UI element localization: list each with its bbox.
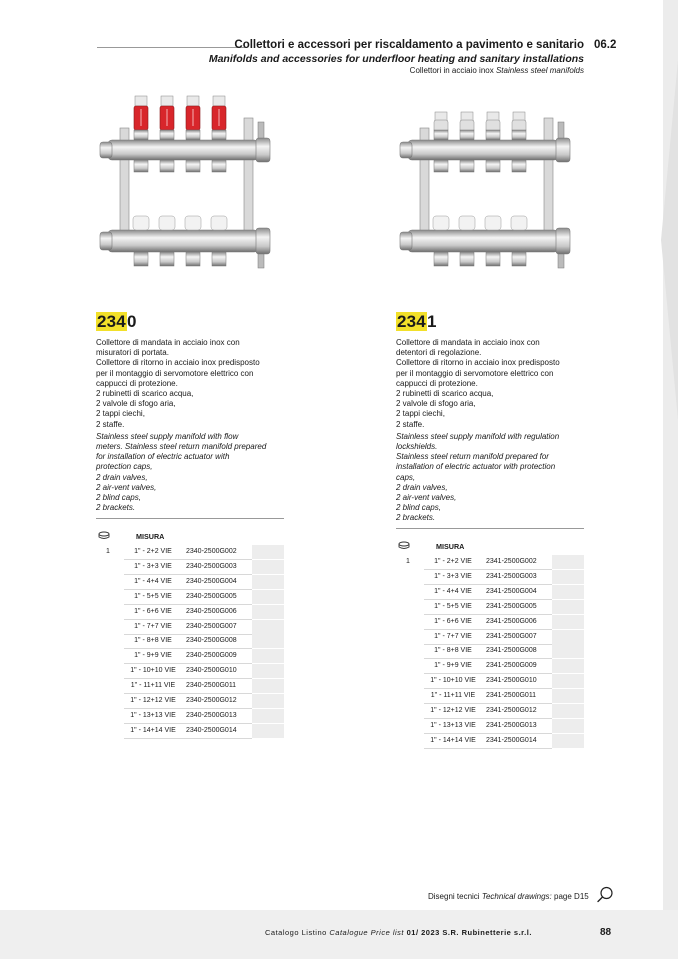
footer-catalogue: [265, 928, 532, 937]
description-line-it: 2 tappi ciechi,: [96, 409, 145, 419]
page-edge-tab: [661, 60, 678, 420]
row-price-cell: [552, 719, 584, 734]
row-size: 1" - 10+10 VIE: [430, 677, 476, 685]
manifold-2340-image: [98, 88, 274, 278]
row-code: 2341-2500G008: [486, 647, 537, 655]
row-price-cell: [552, 644, 584, 659]
row-code: 2341-2500G002: [486, 558, 537, 565]
row-size: 1" - 9+9 VIE: [434, 662, 472, 670]
row-code: 2340-2500G005: [186, 592, 237, 600]
description-line-it: Collettore di ritorno in acciaio inox predisposto: [396, 358, 560, 368]
row-size: 1" - 11+11 VIE: [430, 692, 476, 700]
row-code: 2340-2500G011: [186, 682, 237, 690]
description-line-it: cappucci di protezione.: [396, 378, 478, 388]
page-number: 88: [600, 927, 612, 938]
technical-drawings-ref[interactable]: [428, 892, 589, 901]
row-code: 2340-2500G010: [186, 667, 237, 675]
description-line-en: Stainless steel supply manifold with flow: [96, 431, 239, 441]
description-line-en: Stainless steel return manifold prepared for: [396, 452, 549, 462]
row-size: 1" - 3+3 VIE: [134, 562, 172, 570]
row-size: 1" - 8+8 VIE: [434, 647, 472, 655]
description-line-en: 2 brackets.: [96, 503, 136, 513]
row-quantity: 1: [406, 558, 410, 565]
row-size: 1" - 5+5 VIE: [434, 602, 472, 610]
row-divider: [124, 738, 252, 739]
row-price-cell: [552, 734, 584, 749]
row-divider: [424, 748, 552, 749]
manifold-2341-image: [398, 88, 574, 278]
row-price-cell: [552, 615, 584, 630]
table-header-size: MISURA: [136, 532, 165, 541]
description-line-it: detentori di regolazione.: [396, 348, 482, 358]
search-icon[interactable]: [596, 886, 614, 904]
footer-catalogue-it: Catalogo Listino: [265, 928, 327, 937]
row-size: 1" - 13+13 VIE: [430, 721, 476, 729]
row-price-cell: [552, 555, 584, 570]
description-line-it: per il montaggio di servomotore elettrico con: [96, 368, 254, 378]
description-line-en: 2 blind caps,: [96, 493, 141, 503]
description-line-en: protection caps,: [96, 462, 153, 472]
row-size: 1" - 3+3 VIE: [434, 572, 472, 580]
product-code-highlight: 234: [397, 312, 426, 331]
row-code: 2341-2500G004: [486, 587, 537, 595]
row-size: 1" - 4+4 VIE: [134, 577, 172, 585]
description-line-en: lockshields.: [396, 442, 438, 452]
row-price-cell: [552, 674, 584, 689]
row-size: 1" - 14+14 VIE: [130, 726, 176, 734]
row-size: 1" - 2+2 VIE: [134, 548, 172, 555]
row-code: 2340-2500G004: [186, 577, 237, 585]
row-code: 2340-2500G007: [186, 622, 237, 630]
description-line-it: 2 valvole di sfogo aria,: [396, 399, 476, 409]
row-size: 1" - 2+2 VIE: [434, 558, 472, 565]
row-price-cell: [252, 590, 284, 605]
product-code-highlight: 234: [97, 312, 126, 331]
description-line-it: misuratori di portata.: [96, 348, 169, 358]
pipe-size-icon: [98, 531, 110, 541]
description-line-it: 2 staffe.: [396, 419, 425, 429]
row-price-cell: [252, 575, 284, 590]
row-price-cell: [252, 545, 284, 560]
description-line-it: Collettore di mandata in acciaio inox con: [396, 338, 540, 347]
row-price-cell: [252, 649, 284, 664]
header-title-en: Manifolds and accessories for underfloor heating and sanitary installations: [208, 53, 584, 65]
product-code-suffix: 1: [426, 312, 437, 331]
row-code: 2341-2500G014: [486, 736, 537, 744]
description-line-it: 2 valvole di sfogo aria,: [96, 399, 176, 409]
row-code: 2341-2500G010: [486, 677, 537, 685]
description-line-en: Stainless steel supply manifold with regulation: [396, 431, 560, 441]
row-price-cell: [552, 659, 584, 674]
row-code: 2341-2500G012: [486, 707, 537, 714]
row-price-cell: [552, 600, 584, 615]
row-quantity: 1: [106, 548, 110, 555]
description-line-en: caps,: [396, 472, 416, 482]
header-subtitle: [410, 66, 584, 75]
description-line-en: 2 blind caps,: [396, 503, 441, 513]
description-line-en: installation of electric actuator with protection: [396, 462, 556, 472]
product-description-2340: [96, 338, 296, 513]
footer-catalogue-en: Catalogue Price list: [329, 928, 405, 937]
tech-label-it: Disegni tecnici: [428, 892, 480, 901]
description-line-it: 2 rubinetti di scarico acqua,: [96, 389, 194, 399]
row-size: 1" - 9+9 VIE: [134, 652, 172, 660]
row-size: 1" - 12+12 VIE: [430, 707, 476, 714]
product-code-2340: [96, 312, 137, 332]
row-price-cell: [552, 630, 584, 645]
header-subtitle-it: Collettori in acciaio inox: [409, 66, 494, 75]
pipe-size-icon: [398, 541, 410, 551]
row-size: 1" - 7+7 VIE: [434, 632, 472, 640]
section-number: 06.2: [594, 39, 617, 51]
row-size: 1" - 5+5 VIE: [134, 592, 172, 600]
row-size: 1" - 13+13 VIE: [130, 711, 176, 719]
tech-page-ref: page D15: [554, 892, 589, 901]
product-code-2341: [396, 312, 437, 332]
row-size: 1" - 6+6 VIE: [134, 607, 172, 615]
row-price-cell: [252, 605, 284, 620]
footer-edition: 01/ 2023: [406, 928, 440, 937]
row-price-cell: [252, 724, 284, 739]
row-code: 2340-2500G014: [186, 726, 237, 734]
description-line-en: 2 air-vent valves,: [396, 493, 457, 503]
row-size: 1" - 12+12 VIE: [130, 697, 176, 704]
row-code: 2340-2500G002: [186, 548, 237, 555]
row-price-cell: [552, 704, 584, 719]
row-code: 2340-2500G006: [186, 607, 237, 615]
row-size: 1" - 10+10 VIE: [130, 667, 176, 675]
row-price-cell: [252, 694, 284, 709]
description-line-en: 2 air-vent valves,: [96, 482, 157, 492]
row-price-cell: [552, 689, 584, 704]
row-price-cell: [252, 709, 284, 724]
row-code: 2340-2500G009: [186, 652, 237, 660]
row-price-cell: [552, 570, 584, 585]
description-line-en: for installation of electric actuator with: [96, 452, 230, 462]
tech-label-en: Technical drawings:: [481, 892, 552, 901]
description-line-it: 2 staffe.: [96, 419, 125, 429]
row-code: 2341-2500G007: [486, 632, 537, 640]
row-code: 2341-2500G003: [486, 572, 537, 580]
footer-company: S.R. Rubinetterie s.r.l.: [442, 928, 532, 937]
description-line-it: cappucci di protezione.: [96, 378, 178, 388]
row-code: 2341-2500G013: [486, 721, 537, 729]
description-divider: [96, 518, 284, 519]
description-en: [96, 432, 296, 514]
description-line-it: 2 tappi ciechi,: [396, 409, 445, 419]
row-price-cell: [252, 620, 284, 635]
header-rule: [97, 47, 247, 48]
description-line-en: 2 brackets.: [396, 513, 436, 523]
row-size: 1" - 6+6 VIE: [434, 617, 472, 625]
row-size: 1" - 8+8 VIE: [134, 637, 172, 645]
row-code: 2340-2500G003: [186, 562, 237, 570]
description-en: [396, 432, 596, 524]
description-line-it: 2 rubinetti di scarico acqua,: [396, 389, 494, 399]
row-size: 1" - 11+11 VIE: [130, 682, 176, 690]
header-title-it: Collettori e accessori per riscaldamento a pavimento e sanitario: [234, 39, 584, 51]
row-size: 1" - 4+4 VIE: [434, 587, 472, 595]
row-price-cell: [252, 664, 284, 679]
description-divider: [396, 528, 584, 529]
row-code: 2341-2500G006: [486, 617, 537, 625]
row-code: 2341-2500G005: [486, 602, 537, 610]
description-line-it: per il montaggio di servomotore elettrico con: [396, 368, 554, 378]
row-code: 2340-2500G008: [186, 637, 237, 645]
row-size: 1" - 14+14 VIE: [430, 736, 476, 744]
row-code: 2341-2500G009: [486, 662, 537, 670]
row-code: 2341-2500G011: [486, 692, 537, 700]
table-header-size: MISURA: [436, 542, 465, 551]
description-line-en: 2 drain valves,: [396, 482, 448, 492]
header-subtitle-en: Stainless steel manifolds: [495, 66, 584, 75]
description-line-it: Collettore di ritorno in acciaio inox predisposto: [96, 358, 260, 368]
row-price-cell: [252, 679, 284, 694]
row-price-cell: [252, 560, 284, 575]
description-line-it: Collettore di mandata in acciaio inox con: [96, 338, 240, 347]
product-description-2341: [396, 338, 596, 524]
row-code: 2340-2500G012: [186, 697, 237, 704]
row-size: 1" - 7+7 VIE: [134, 622, 172, 630]
row-code: 2340-2500G013: [186, 711, 237, 719]
description-line-en: meters. Stainless steel return manifold prepared: [96, 442, 267, 452]
row-price-cell: [552, 585, 584, 600]
row-price-cell: [252, 634, 284, 649]
product-code-suffix: 0: [126, 312, 137, 331]
description-line-en: 2 drain valves,: [96, 472, 148, 482]
